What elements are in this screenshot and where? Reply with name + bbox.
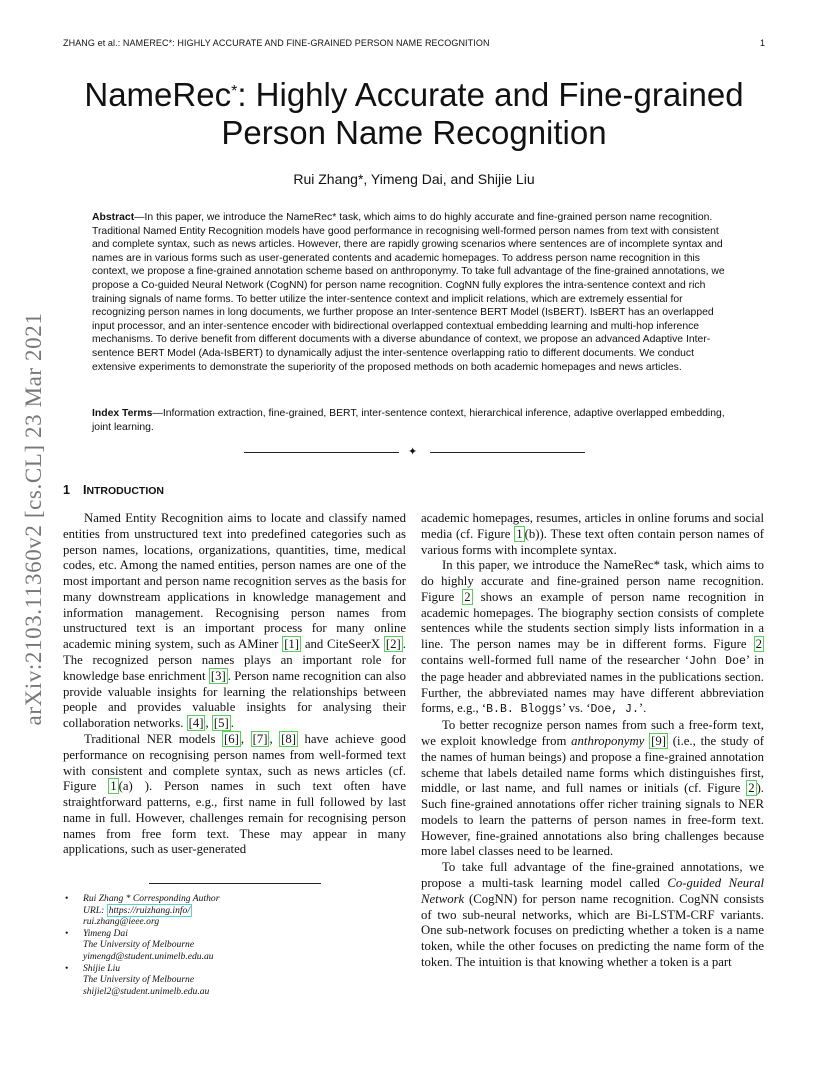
paper-title [0, 76, 828, 152]
text: In this paper, we introduce the NameRec* task, which aims to do highly accurate and fine-grained person name recognition. Figure [421, 558, 764, 604]
divider-line-left [244, 452, 399, 453]
divider-line-right [430, 452, 585, 453]
text: ’ vs. ‘ [562, 701, 591, 716]
running-head: ZHANG et al.: NAMEREC*: HIGHLY ACCURATE AND FINE-GRAINED PERSON NAME RECOGNITION [63, 38, 490, 48]
paragraph [63, 732, 406, 858]
paragraph [421, 511, 764, 558]
paragraph [421, 718, 764, 860]
text: contains well-formed full name of the researcher ‘ [421, 653, 689, 668]
abstract-text: —In this paper, we introduce the NameRec* task, which aims to do highly accurate and fine-grained person name recognition. Traditional Named Entity Recognition models have good performance in recognising well-formed person names from text with consistent and complete syntax, such as news articles. However, there are rapidly growing scenarios where sentences are of incomplete syntax and names are in various forms such as user-generated contents and academic homepages. To address person name recognition in this context, we propose a fine-grained annotation scheme based on anthroponymy. To take full advantage of the fine-grained annotations, we propose a Co-guided Neural Network (CogNN) for person name recognition. CogNN fully explores the intra-sentence context and rich training signals of name forms. To better utilize the inter-sentence context and implicit relations, which are extremely essential for recognizing person names in long documents, we further propose an Inter-sentence BERT Model (IsBERT). IsBERT has an overlapped input processor, and an inter-sentence encoder with bidirectional overlapped contextual embedding learning and multi-hop inference mechanisms. To derive benefit from different documents with a diverse abundance of context, we propose an advanced Adaptive Inter-sentence BERT Model (Ada-IsBERT) to dynamically adjust the inter-sentence overlapping ratio to different documents. We conduct extensive experiments to demonstrate the superiority of the proposed methods on both academic homepages and news articles. [92, 212, 725, 373]
text: (b)). These text often contain person names of various forms with incomplete syntax. [421, 526, 765, 557]
citation-link[interactable]: [6] [224, 731, 239, 746]
title-rest: : Highly Accurate and Fine-grained [237, 76, 744, 113]
title-asterisk: * [231, 83, 238, 100]
emphasis: anthroponymy [571, 733, 645, 748]
footnote-email: shijiel2@student.unimelb.edu.au [83, 985, 210, 997]
index-terms-label: Index Terms [92, 408, 153, 419]
footnote-email: rui.zhang@ieee.org [83, 916, 160, 928]
text: . Person name recognition can also provide valuable insights for learning the relationships between people and provides valuable insights for analysing their collaboration networks. [63, 668, 406, 731]
footnote-email: yimengd@student.unimelb.edu.au [83, 950, 214, 962]
bullet-icon: • [65, 893, 69, 904]
arxiv-stamp [16, 284, 52, 754]
figure-link[interactable]: 2 [748, 781, 755, 796]
footnote-name: Yimeng Dai [83, 927, 128, 939]
footnote-affiliation: The University of Melbourne [83, 939, 195, 951]
homepage-link[interactable]: https://ruizhang.info/ [108, 904, 191, 916]
citation-link[interactable]: [2] [385, 637, 401, 652]
text: ’ in the page header and abbreviated names in the publications section. Further, the abbreviated names may have different abbreviation forms, e.g., ‘ [421, 653, 765, 716]
text: To take full advantage of the fine-grained annotations, we propose a multi-task learning model called [421, 860, 764, 890]
author-footnotes [63, 893, 403, 997]
text: Traditional NER models [84, 731, 223, 746]
citation-link[interactable]: [8] [281, 731, 297, 746]
code-name: John Doe [688, 655, 746, 669]
text: (CogNN) for person name recognition. CogNN consists of two sub-neural networks, which are Bi-LSTM-CRF variants. One sub-network focuses on predicting whether a token is a name token, while the other focuses on predicting the name form of the token. The intuition is that knowing whether a token is a part [421, 891, 764, 969]
figure-link[interactable]: 2 [464, 589, 471, 604]
citation-link[interactable]: [9] [651, 733, 667, 748]
divider-diamond-icon: ✦ [408, 446, 418, 458]
text: ). Such fine-grained annotations offer richer training signals to NER models to learn the patterns of person names in free-form text. However, fine-grained annotations also bring challenges because more label classes need to be learned. [421, 781, 764, 859]
section-title-initial: I [82, 483, 87, 497]
section-number: 1 [63, 483, 70, 497]
url-label: URL: [83, 904, 107, 916]
paragraph [421, 860, 764, 970]
index-terms [92, 407, 738, 434]
text: . The recognized person names plays an important role for knowledge base enrichment [63, 637, 406, 683]
footnote-name: Shijie Liu [83, 962, 121, 974]
text: , [269, 731, 280, 746]
paragraph [63, 511, 406, 732]
footnote-author-3 [63, 963, 403, 998]
citation-link[interactable]: [1] [284, 637, 300, 652]
footnote-url-line [83, 905, 403, 917]
section-divider [244, 446, 585, 458]
footnote-author-2 [63, 928, 403, 963]
right-column [421, 511, 764, 971]
paragraph [421, 558, 764, 718]
text: . [230, 716, 234, 731]
code-name: Doe, J. [590, 703, 639, 717]
section-title-rest: NTRODUCTION [86, 485, 165, 497]
figure-link[interactable]: 1 [110, 779, 117, 794]
footnote-rule [149, 883, 321, 884]
citation-link[interactable]: [5] [213, 716, 229, 731]
footnote-affiliation: The University of Melbourne [83, 974, 195, 986]
citation-link[interactable]: [7] [252, 731, 268, 746]
text: , [240, 731, 251, 746]
emphasis: Co-guided Neural Network [421, 875, 764, 906]
figure-link[interactable]: 1 [516, 526, 523, 541]
figure-link[interactable]: 2 [755, 637, 762, 652]
abstract-label: Abstract [92, 212, 135, 223]
text: have achieve good performance on recognising person names from well-formed text with consistent and complete syntax, such as news articles (cf. Figure [63, 731, 407, 794]
index-terms-text: —Information extraction, fine-grained, BERT, inter-sentence context, hierarchical inference, adaptive overlapped embedding, joint learning. [92, 408, 725, 433]
text: (a) ). Person names in such text often have straightforward patterns, e.g., first name in full followed by last name in full. However, challenges remain for recognising person names from free form text. These may appear in many applications, such as user-generated [63, 779, 406, 857]
page-number: 1 [759, 38, 765, 48]
footnote-author-1 [63, 893, 403, 928]
bullet-icon: • [65, 927, 69, 939]
footnote-name: Rui Zhang * Corresponding Author [83, 893, 220, 904]
text: academic homepages, resumes, articles in online forums and social media (cf. Figure [421, 511, 764, 541]
text: (i.e., the study of the names of human beings) and propose a fine-grained annotation scheme that labels detailed name forms which distinguishes first, middle, or last name, and full names or initials (cf. Figure [421, 733, 764, 796]
text: , [205, 716, 212, 731]
section-heading [63, 483, 164, 497]
arxiv-stamp-text: arXiv:2103.11360v2 [cs.CL] 23 Mar 2021 [21, 312, 46, 726]
bullet-icon: • [65, 962, 69, 974]
text: shows an example of person name recognition in academic homepages. The biography section consists of complete sentences while the students section simply lists information in a line. The person names may be in different forms. Figure [421, 589, 764, 652]
text: and CiteSeerX [301, 637, 384, 652]
left-column [63, 511, 406, 858]
author-list: Rui Zhang*, Yimeng Dai, and Shijie Liu [293, 171, 535, 187]
title-line-2: Person Name Recognition [221, 114, 607, 151]
abstract [92, 211, 738, 374]
text: Named Entity Recognition aims to locate and classify named entities from unstructured text into predefined categories such as person names, locations, organizations, quantities, time, medical codes, etc. Among the named entities, person names are one of the most important and person name recognition serves as the basis for many downstream applications in knowledge management and information management. Recognising person names from unstructured text is an important process for many online academic mining system, such as AMiner [63, 511, 406, 652]
title-main: NameRec [84, 76, 232, 113]
code-name: B.B. Bloggs [486, 703, 563, 717]
text: ’. [638, 701, 647, 716]
citation-link[interactable]: [4] [188, 716, 204, 731]
text: To better recognize person names from such a free-form text, we exploit knowledge from [421, 718, 764, 748]
citation-link[interactable]: [3] [210, 668, 226, 683]
